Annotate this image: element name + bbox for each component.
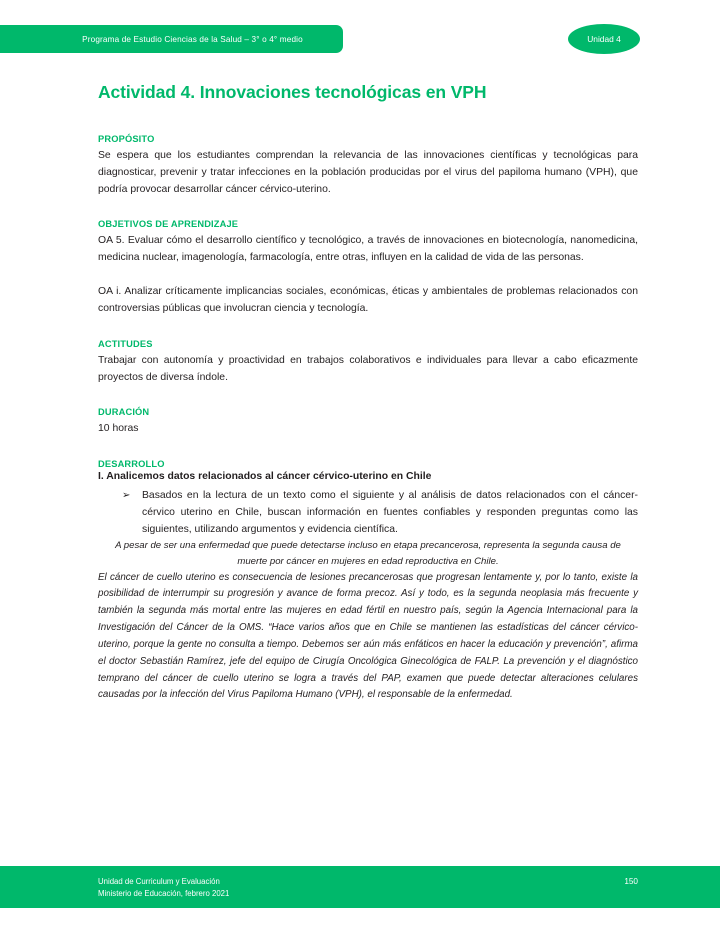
quote-lead-text: A pesar de ser una enfermedad que puede detectarse incluso en etapa precancerosa, representa la segunda causa de muerte por cáncer en mujeres en edad reproductiva en Chile. — [115, 540, 621, 567]
unit-badge-label: Unidad 4 — [587, 34, 621, 44]
footer-attribution — [98, 876, 229, 899]
page-footer — [0, 866, 720, 908]
section-label-proposito: PROPÓSITO — [98, 133, 155, 144]
arrowhead-bullet-icon: ➢ — [122, 489, 131, 501]
list-item-text: Basados en la lectura de un texto como el siguiente y al análisis de datos relacionados con el cáncer-cérvico uterino en Chile, buscan información en fuentes confiables y responden preguntas como las siguientes, utilizando argumentos y evidencia científica. — [142, 489, 638, 535]
footer-line-1: Unidad de Curriculum y Evaluación — [98, 877, 220, 886]
duracion-text: 10 horas — [98, 423, 139, 435]
page-number: 150 — [624, 877, 638, 886]
page-content — [98, 0, 638, 704]
page-title: Actividad 4. Innovaciones tecnológicas en VPH — [98, 82, 487, 102]
objetivo-oa5-text: OA 5. Evaluar cómo el desarrollo científico y tecnológico, a través de innovaciones en biotecnología, nanomedicina, medicina nuclear, imagenología, farmacología, entre otras, influyen en la calidad de vida de las personas. — [98, 235, 638, 264]
footer-line-2: Ministerio de Educación, febrero 2021 — [98, 888, 230, 898]
actitudes-text: Trabajar con autonomía y proactividad en trabajos colaborativos e individuales para llevar a cabo eficazmente proyectos de diversa índole. — [98, 354, 638, 383]
objetivo-oai-text: OA i. Analizar críticamente implicancias sociales, económicas, éticas y ambientales de problemas relacionados con controversias públicas que involucran ciencia y tecnología. — [98, 286, 638, 314]
section-label-actitudes: ACTITUDES — [98, 338, 153, 349]
list-item — [98, 488, 638, 539]
section-label-objetivos: OBJETIVOS DE APRENDIZAJE — [98, 219, 239, 230]
footer-inner — [98, 876, 638, 899]
section-label-desarrollo: DESARROLLO — [98, 459, 165, 470]
header-banner-text: Programa de Estudio Ciencias de la Salud – 3° o 4° medio — [82, 34, 303, 44]
desarrollo-subheading: I. Analicemos datos relacionados al cáncer cérvico-uterino en Chile — [98, 471, 432, 483]
section-label-duracion: DURACIÓN — [98, 407, 150, 418]
proposito-text: Se espera que los estudiantes comprendan la relevancia de las innovaciones científicas y tecnológicas para diagnosticar, prevenir y tratar infecciones en la población producidas por el virus del papiloma humano (VPH), que podría provocar desarrollar cáncer cérvico-uterino. — [98, 149, 638, 195]
quote-body-text: El cáncer de cuello uterino es consecuencia de lesiones precancerosas que progresan lentamente y, por lo tanto, existe la posibilidad de interrumpir su progresión y avance de forma precoz. Así y todo, es la segunda neoplasia más frecuente y también la segunda más mortal entre las mujeres en edad fértil en nuestro país, según la Agencia Internacional para la Investigación del Cáncer de la OMS. “Hace varios años que en Chile se mantienen las estadísticas del cáncer cérvico-uterino, porque la gente no consulta a tiempo. Debemos ser aún más enfáticos en hacer la educación y prevención”, afirma el doctor Sebastián Ramírez, jefe del equipo de Cirugía Oncológica Ginecológica de FALP. La prevención y el diagnóstico temprano del cáncer de cuello uterino se logra a través del PAP, examen que puede detectar alteraciones celulares causadas por la infección del Virus Papiloma Humano (VPH), el responsable de la enfermedad. — [98, 571, 638, 701]
